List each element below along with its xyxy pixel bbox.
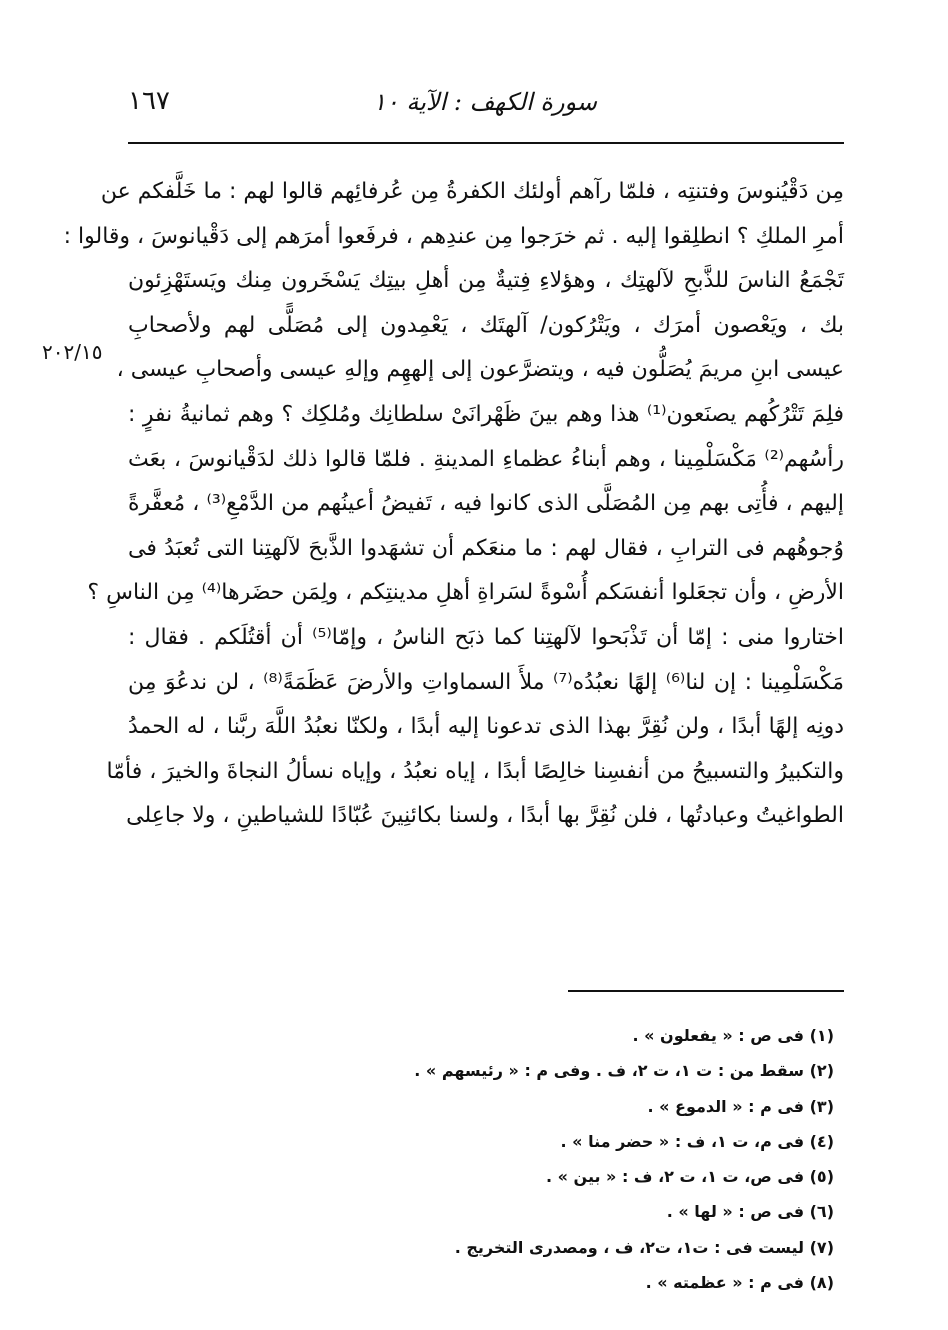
- text-line: رأسُهم⁽²⁾ مَكْسَلْمِينا ، وهم أبناءُ عظماءِ المدينةِ . فلمّا قالوا ذلك لدَقْيانوسَ ، بعَث: [128, 446, 844, 472]
- text-line: إليهم ، فأُتِى بهم مِن المُصَلَّى الذى كانوا فيه ، تَفيضُ أعينُهم من الدَّمْعِ⁽³⁾ ، مُعفَّرةً: [128, 491, 844, 517]
- text-line: مَكْسَلْمِينا : إن لنا⁽⁶⁾ إلهًا نعبُدُه⁽⁷⁾ ملأَ السماواتِ والأرضَ عَظَمَةً⁽⁸⁾ ، لن ندعُوَ مِن: [128, 669, 844, 695]
- text-line: والتكبيرُ والتسبيحُ من أنفسِنا خالِصًا أبدًا ، إياه نعبُدُ ، وإياه نسألُ النجاةَ والخيرَ ، فأمّا: [106, 758, 844, 784]
- text-line: الطواغيتُ وعبادتُها ، فلن نُقِرَّ بها أبدًا ، ولسنا بكائنِينَ عُبّادًا للشياطينِ ، ولا جاعِلى: [126, 803, 844, 829]
- footnote: (٤) فى م، ت ١، ف : « حضر منا » .: [560, 1131, 834, 1151]
- text-line: وُجوهُهم فى الترابِ ، فقال لهم : ما منعَكم أن تشهَدوا الذَّبحَ لآلهتِنا التى تُعبَدُ فى: [128, 535, 844, 561]
- header-rule: [128, 142, 844, 144]
- footnote: (٦) فى ص : « لها » .: [666, 1202, 834, 1222]
- footnote-rule: [568, 990, 844, 992]
- footnote: (٨) فى م : « عظمته » .: [645, 1273, 834, 1293]
- footnote: (٢) سقط من : ت ١، ت ٢، ف . وفى م : « رئيسهم » .: [414, 1061, 834, 1081]
- text-line: أمرِ الملكِ ؟ انطلِقوا إليه . ثم خرَجوا مِن عندِهم ، فرفَعوا أمرَهم إلى دَقْيانوسَ ، وقالوا :: [63, 223, 844, 249]
- text-line: اختاروا منى : إمّا أن تَذْبَحوا لآلهتِنا كما ذبَح الناسُ ، وإمّا⁽⁵⁾ أن أقتُلَكم . فقال :: [128, 624, 845, 650]
- text-line: مِن دَقْيُنوسَ وفتنتِه ، فلمّا رآهم أولئك الكفرةُ مِن عُرفائِهم قالوا لهم : ما خَلَّفكم عن: [100, 179, 844, 204]
- text-line: عيسى ابنِ مريمَ يُصَلُّون فيه ، ويتضرَّعون إلى إلههِم وإلهِ عيسى وأصحابِ عيسى ،: [116, 357, 844, 383]
- footnote: (٧) ليست فى : ت١، ت٢، ف ، ومصدرى التخريج .: [454, 1237, 834, 1257]
- text-line: فلِمَ تَتْرُكُهم يصنَعون⁽¹⁾ هذا وهم بينَ ظَهْرانَىْ سلطانِك ومُلكِك ؟ وهم ثمانيةُ نفرٍ :: [128, 401, 844, 427]
- text-line: دونِه إلهًا أبدًا ، ولن نُقِرَّ بهذا الذى تدعونا إليه أبدًا ، ولكنّا نعبُدُ اللَّهَ ربَّنا ، له الحمدُ: [128, 714, 844, 740]
- footnote: (٣) فى م : « الدموع » .: [647, 1096, 834, 1116]
- running-head: [128, 82, 842, 122]
- text-line: الأرضِ ، وأن تجعَلوا أنفسَكم أُسْوةً لسَراةِ أهلِ مدينتِكم ، ولِمَن حضَرها⁽⁴⁾ مِن الناسِ ؟: [87, 580, 844, 606]
- text-line: بك ، ويَعْصون أمرَك ، ويَتْرُكون/ آلهتَك ، يَعْمِدون إلى مُصَلًّى لهم ولأصحابِ: [128, 312, 844, 338]
- footnote: (٥) فى ص، ت ١، ت ٢، ف : « بين » .: [545, 1167, 834, 1187]
- page-number: ١٦٧: [128, 86, 170, 116]
- footnote: (١) فى ص : « يفعلون » .: [632, 1026, 834, 1045]
- margin-reference: ٢٠٢/١٥: [42, 340, 103, 364]
- running-title: سورة الكهف : الآية ١٠: [372, 88, 598, 116]
- text-line: تَجْمَعُ الناسَ للذَّبحِ لآلهتِك ، وهؤلاءِ فِتيةٌ مِن أهلِ بيتِك يَسْخَرون مِنك ويَستَهْزِئون: [128, 268, 844, 294]
- footnotes: [200, 1018, 834, 1300]
